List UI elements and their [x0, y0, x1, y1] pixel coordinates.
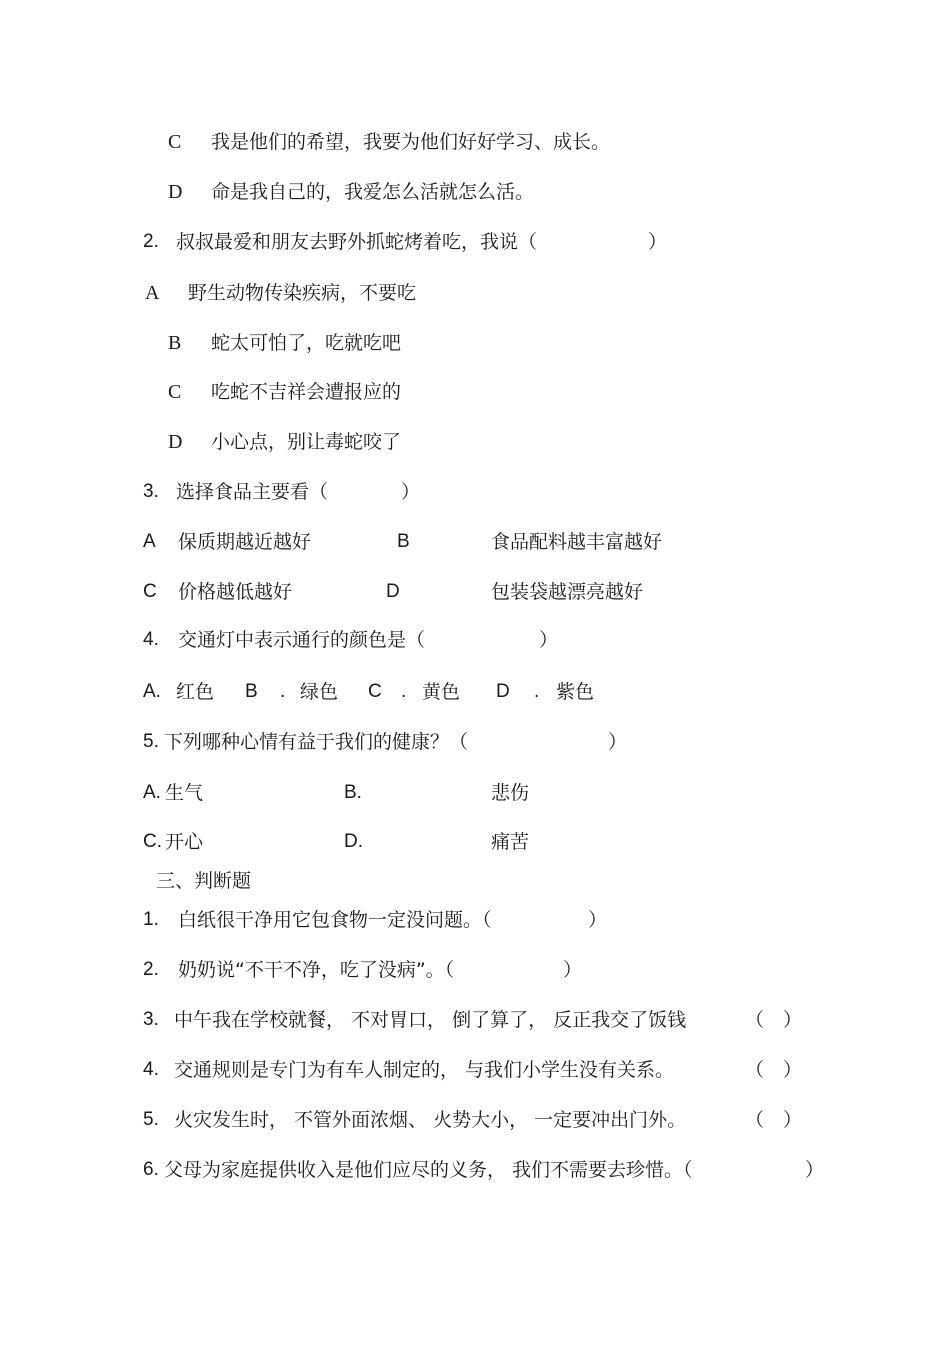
question-number: 2.	[143, 959, 159, 980]
question-text: 叔叔最爱和朋友去野外抓蛇烤着吃，我说（	[176, 231, 538, 253]
option-letter: D	[168, 181, 183, 203]
option-letter: C	[168, 131, 182, 153]
answer-blank-open: （	[745, 1109, 765, 1131]
option-text: 小心点，别让毒蛇咬了	[211, 431, 402, 453]
question-text: 父母为家庭提供收入是他们应尽的义务， 我们不需要去珍惜。（	[164, 1159, 693, 1181]
answer-blank-open: （	[745, 1059, 765, 1081]
option-text: 悲伤	[491, 782, 530, 804]
option-text: 吃蛇不吉祥会遭报应的	[211, 381, 402, 403]
option-text: 价格越低越好	[178, 581, 293, 603]
answer-blank-close: ）	[783, 1109, 803, 1131]
question-text: 中午我在学校就餐， 不对胃口， 倒了算了， 反正我交了饭钱	[174, 1009, 687, 1031]
question-text: 火灾发生时， 不管外面浓烟、 火势大小， 一定要冲出门外。	[174, 1109, 687, 1131]
option-letter: C.	[143, 831, 162, 852]
question-number: 4.	[143, 629, 159, 650]
question-number: 3.	[143, 481, 159, 502]
option-text: 痛苦	[491, 831, 530, 853]
answer-blank-close: ）	[783, 1009, 803, 1031]
option-letter: D	[386, 581, 400, 602]
option-letter: A.	[143, 681, 161, 702]
option-text: 命是我自己的，我爱怎么活就怎么活。	[211, 181, 535, 203]
option-letter: D.	[344, 831, 363, 852]
option-text: 开心	[165, 831, 204, 853]
answer-blank-close: ）	[608, 731, 628, 753]
option-letter: B	[168, 332, 182, 354]
answer-blank-close: ）	[783, 1059, 803, 1081]
option-text: 绿色	[300, 681, 339, 703]
option-text: 黄色	[422, 681, 461, 703]
option-text: 包装袋越漂亮越好	[491, 581, 644, 603]
option-text: 紫色	[556, 681, 595, 703]
option-letter: A.	[143, 782, 161, 803]
option-dot: .	[401, 681, 407, 702]
option-text: 食品配料越丰富越好	[491, 531, 663, 553]
answer-blank-close: ）	[401, 481, 421, 503]
answer-blank-close: ）	[648, 231, 668, 253]
option-letter: B.	[344, 782, 362, 803]
option-text: 野生动物传染疾病，不要吃	[188, 282, 417, 304]
question-number: 5.	[143, 1109, 159, 1130]
question-number: 5.	[143, 731, 159, 752]
option-dot: .	[534, 681, 540, 702]
option-letter: A	[143, 531, 156, 552]
option-letter: D	[168, 431, 183, 453]
question-text: 选择食品主要看（	[176, 481, 329, 503]
option-letter: C	[168, 381, 182, 403]
option-text: 蛇太可怕了，吃就吃吧	[211, 332, 402, 354]
question-number: 6.	[143, 1159, 159, 1180]
option-letter: C	[368, 681, 382, 702]
option-text: 生气	[165, 782, 204, 804]
question-text: 交通规则是专门为有车人制定的， 与我们小学生没有关系。	[174, 1059, 675, 1081]
answer-blank-close: ）	[539, 629, 559, 651]
option-letter: B	[397, 531, 410, 552]
option-text: 保质期越近越好	[178, 531, 312, 553]
question-number: 2.	[143, 231, 159, 252]
question-number: 1.	[143, 909, 159, 930]
option-letter: A	[145, 282, 160, 304]
answer-blank-open: （	[745, 1009, 765, 1031]
question-text: 白纸很干净用它包食物一定没问题。（	[178, 909, 492, 931]
question-text: 交通灯中表示通行的颜色是（	[178, 629, 426, 651]
question-number: 4.	[143, 1059, 159, 1080]
question-text: 奶奶说“不干不净，吃了没病”。（	[178, 959, 455, 981]
answer-blank-close: ）	[563, 959, 583, 981]
question-number: 3.	[143, 1009, 159, 1030]
option-text: 我是他们的希望，我要为他们好好学习、成长。	[211, 131, 611, 153]
option-text: 红色	[176, 681, 215, 703]
option-dot: .	[280, 681, 286, 702]
answer-blank-close: ）	[805, 1159, 825, 1181]
section-heading: 三、判断题	[156, 870, 252, 892]
option-letter: B	[245, 681, 258, 702]
option-letter: D	[496, 681, 510, 702]
option-letter: C	[143, 581, 157, 602]
answer-blank-close: ）	[588, 909, 608, 931]
question-text: 下列哪种心情有益于我们的健康？（	[164, 731, 469, 753]
